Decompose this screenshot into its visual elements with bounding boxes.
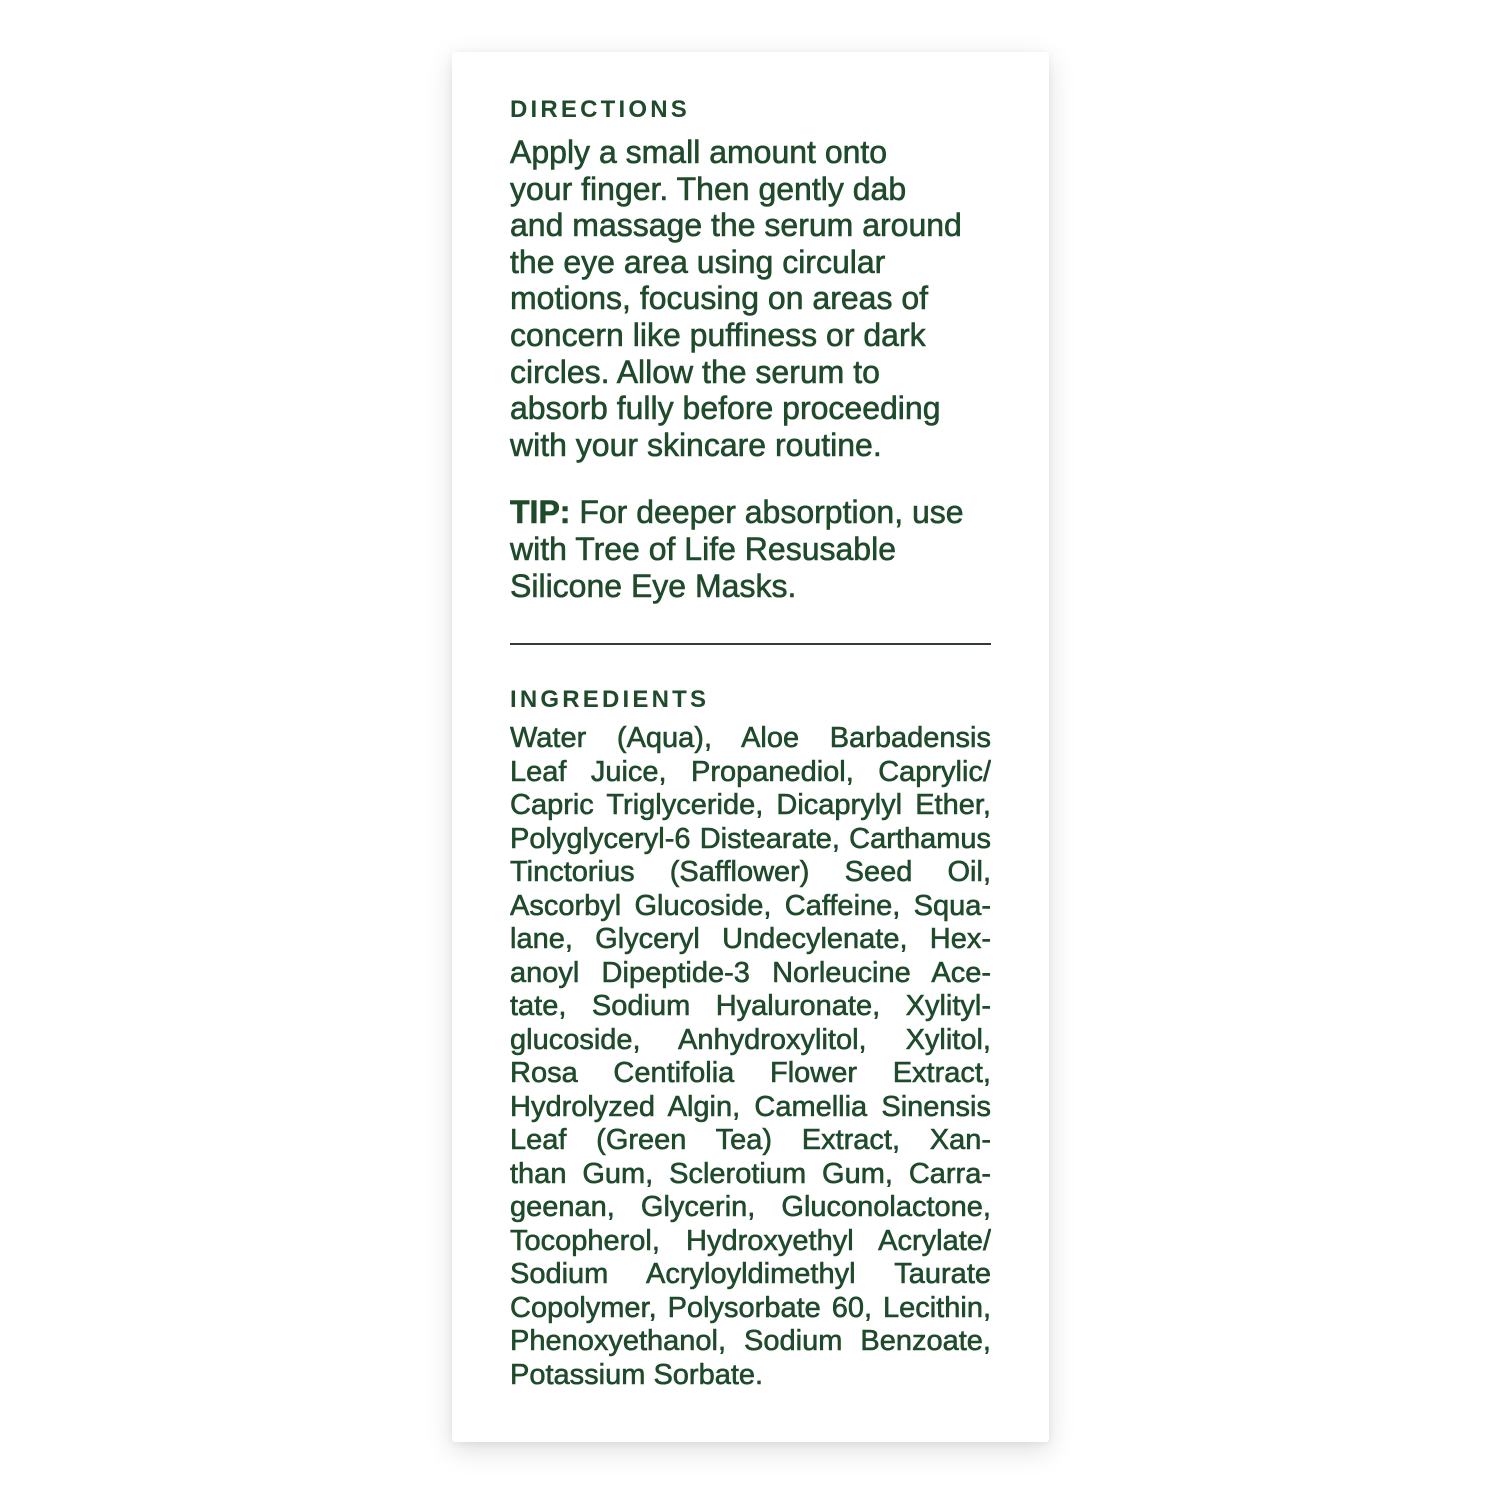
text-line: lane, Glyceryl Undecylenate, Hex- [510, 923, 991, 956]
text-line: Hydrolyzed Algin, Camellia Sinensis [510, 1090, 991, 1123]
text-line: motions, focusing on areas of [510, 280, 929, 317]
text-line: Apply a small amount onto [510, 134, 888, 170]
text-line: Phenoxyethanol, Sodium Benzoate, [510, 1325, 991, 1358]
tip-first-line [510, 494, 991, 531]
text-line: your finger. Then gently dab [510, 170, 907, 207]
text-line: Tocopherol, Hydroxyethyl Acrylate/ [510, 1224, 991, 1257]
text-line: tate, Sodium Hyaluronate, Xylityl- [510, 990, 991, 1023]
text-line: circles. Allow the serum to [510, 353, 880, 390]
text-line: geenan, Glycerin, Gluconolactone, [510, 1191, 991, 1224]
text-line: Polyglyceryl-6 Distearate, Carthamus [510, 822, 991, 855]
text-line: Capric Triglyceride, Dicaprylyl Ether, [510, 789, 991, 822]
ingredients-heading: INGREDIENTS [510, 686, 710, 714]
text-line: concern like puffiness or dark [510, 316, 926, 353]
text-line: Ascorbyl Glucoside, Caffeine, Squa- [510, 889, 991, 922]
text-line: anoyl Dipeptide-3 Norleucine Ace- [510, 956, 991, 989]
text-line: with your skincare routine. [510, 426, 882, 463]
text-line: absorb fully before proceeding [510, 390, 941, 427]
ingredients-text [510, 722, 991, 1392]
text-line: Water (Aqua), Aloe Barbadensis [510, 722, 991, 755]
text-line: than Gum, Sclerotium Gum, Carra- [510, 1157, 991, 1190]
section-divider [510, 643, 991, 645]
text-line: Potassium Sorbate. [510, 1358, 764, 1391]
tip-first-line-rest: For deeper absorption, use [579, 494, 964, 531]
label-panel [452, 52, 1049, 1442]
text-line: glucoside, Anhydroxylitol, Xylitol, [510, 1023, 991, 1056]
text-line: Leaf Juice, Propanediol, Caprylic/ [510, 755, 991, 788]
tip-label: TIP: [510, 494, 571, 531]
text-line: with Tree of Life Resusable [510, 530, 896, 567]
directions-heading: DIRECTIONS [510, 96, 691, 123]
text-line: the eye area using circular [510, 243, 886, 280]
text-line: Silicone Eye Masks. [510, 567, 797, 604]
text-line: and massage the serum around [510, 207, 962, 244]
text-line: Rosa Centifolia Flower Extract, [510, 1057, 991, 1090]
directions-text [510, 134, 991, 463]
text-line: Sodium Acryloyldimethyl Taurate [510, 1258, 991, 1291]
tip-more-lines [510, 531, 991, 604]
tip-text [510, 494, 991, 604]
text-line: Leaf (Green Tea) Extract, Xan- [510, 1124, 991, 1157]
text-line: Tinctorius (Safflower) Seed Oil, [510, 856, 991, 889]
text-line: Copolymer, Polysorbate 60, Lecithin, [510, 1291, 991, 1324]
